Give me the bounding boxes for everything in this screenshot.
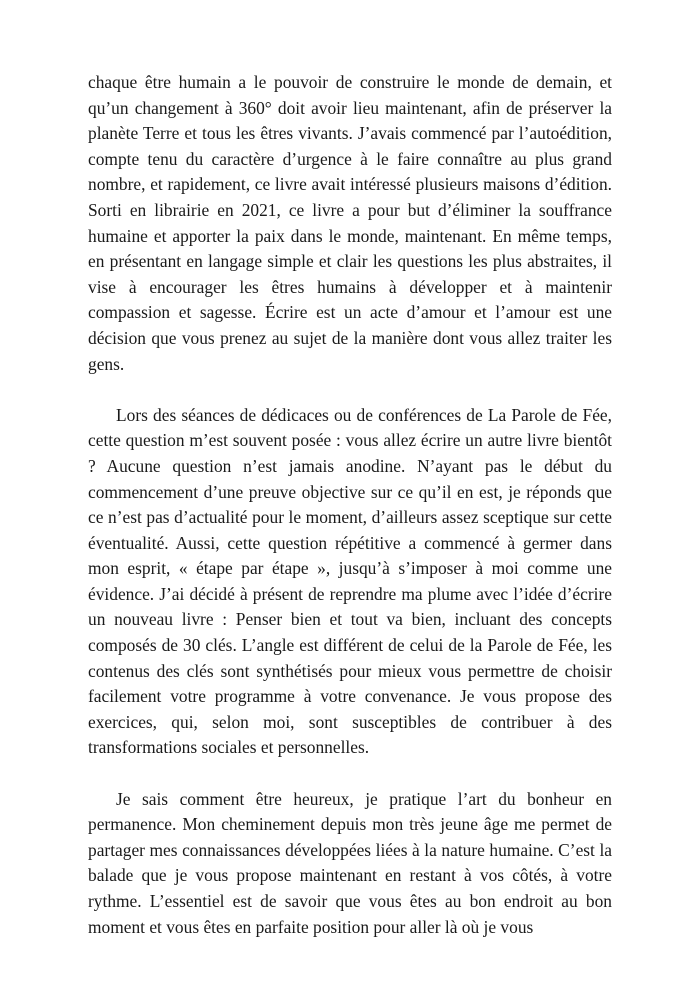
- paragraph: Lors des séances de dédicaces ou de conférences de La Parole de Fée, cette question m’est souvent posée : vous allez écrire un autre livre bientôt ? Aucune question n’est jamais anodine. N’ayant pas le début du commencement d’une preuve objective sur ce qu’il en est, je réponds que ce n’est pas d’actualité pour le moment, d’ailleurs assez sceptique sur cette éventualité. Aussi, cette question répétitive a commencé à germer dans mon esprit, « étape par étape », jusqu’à s’imposer à moi comme une évidence. J’ai décidé à présent de reprendre ma plume avec l’idée d’écrire un nouveau livre : Penser bien et tout va bien, incluant des concepts composés de 30 clés. L’angle est différent de celui de la Parole de Fée, les contenus des clés sont synthétisés pour mieux vous permettre de choisir facilement votre programme à votre convenance. Je vous propose des exercices, qui, selon moi, sont susceptibles de contribuer à des transformations sociales et personnelles.: [88, 404, 612, 758]
- paragraph: Je sais comment être heureux, je pratique l’art du bonheur en permanence. Mon cheminement depuis mon très jeune âge me permet de partager mes connaissances développées liées à la nature humaine. C’est la balade que je vous propose maintenant en restant à vos côtés, à votre rythme. L’essentiel est de savoir que vous êtes au bon endroit au bon moment et vous êtes en parfaite position pour aller là où je vous: [88, 788, 612, 937]
- document-page: [88, 70, 612, 966]
- paragraph: chaque être humain a le pouvoir de construire le monde de demain, et qu’un changement à 360° doit avoir lieu maintenant, afin de préserver la planète Terre et tous les êtres vivants. J’avais commencé par l’autoédition, compte tenu du caractère d’urgence à le faire connaître au plus grand nombre, et rapidement, ce livre avait intéressé plusieurs maisons d’édition. Sorti en librairie en 2021, ce livre a pour but d’éliminer la souffrance humaine et apporter la paix dans le monde, maintenant. En même temps, en présentant en langage simple et clair les questions les plus abstraites, il vise à encourager les êtres humains à développer et à maintenir compassion et sagesse. Écrire est un acte d’amour et l’amour est une décision que vous prenez au sujet de la manière dont vous allez traiter les gens.: [88, 72, 612, 374]
